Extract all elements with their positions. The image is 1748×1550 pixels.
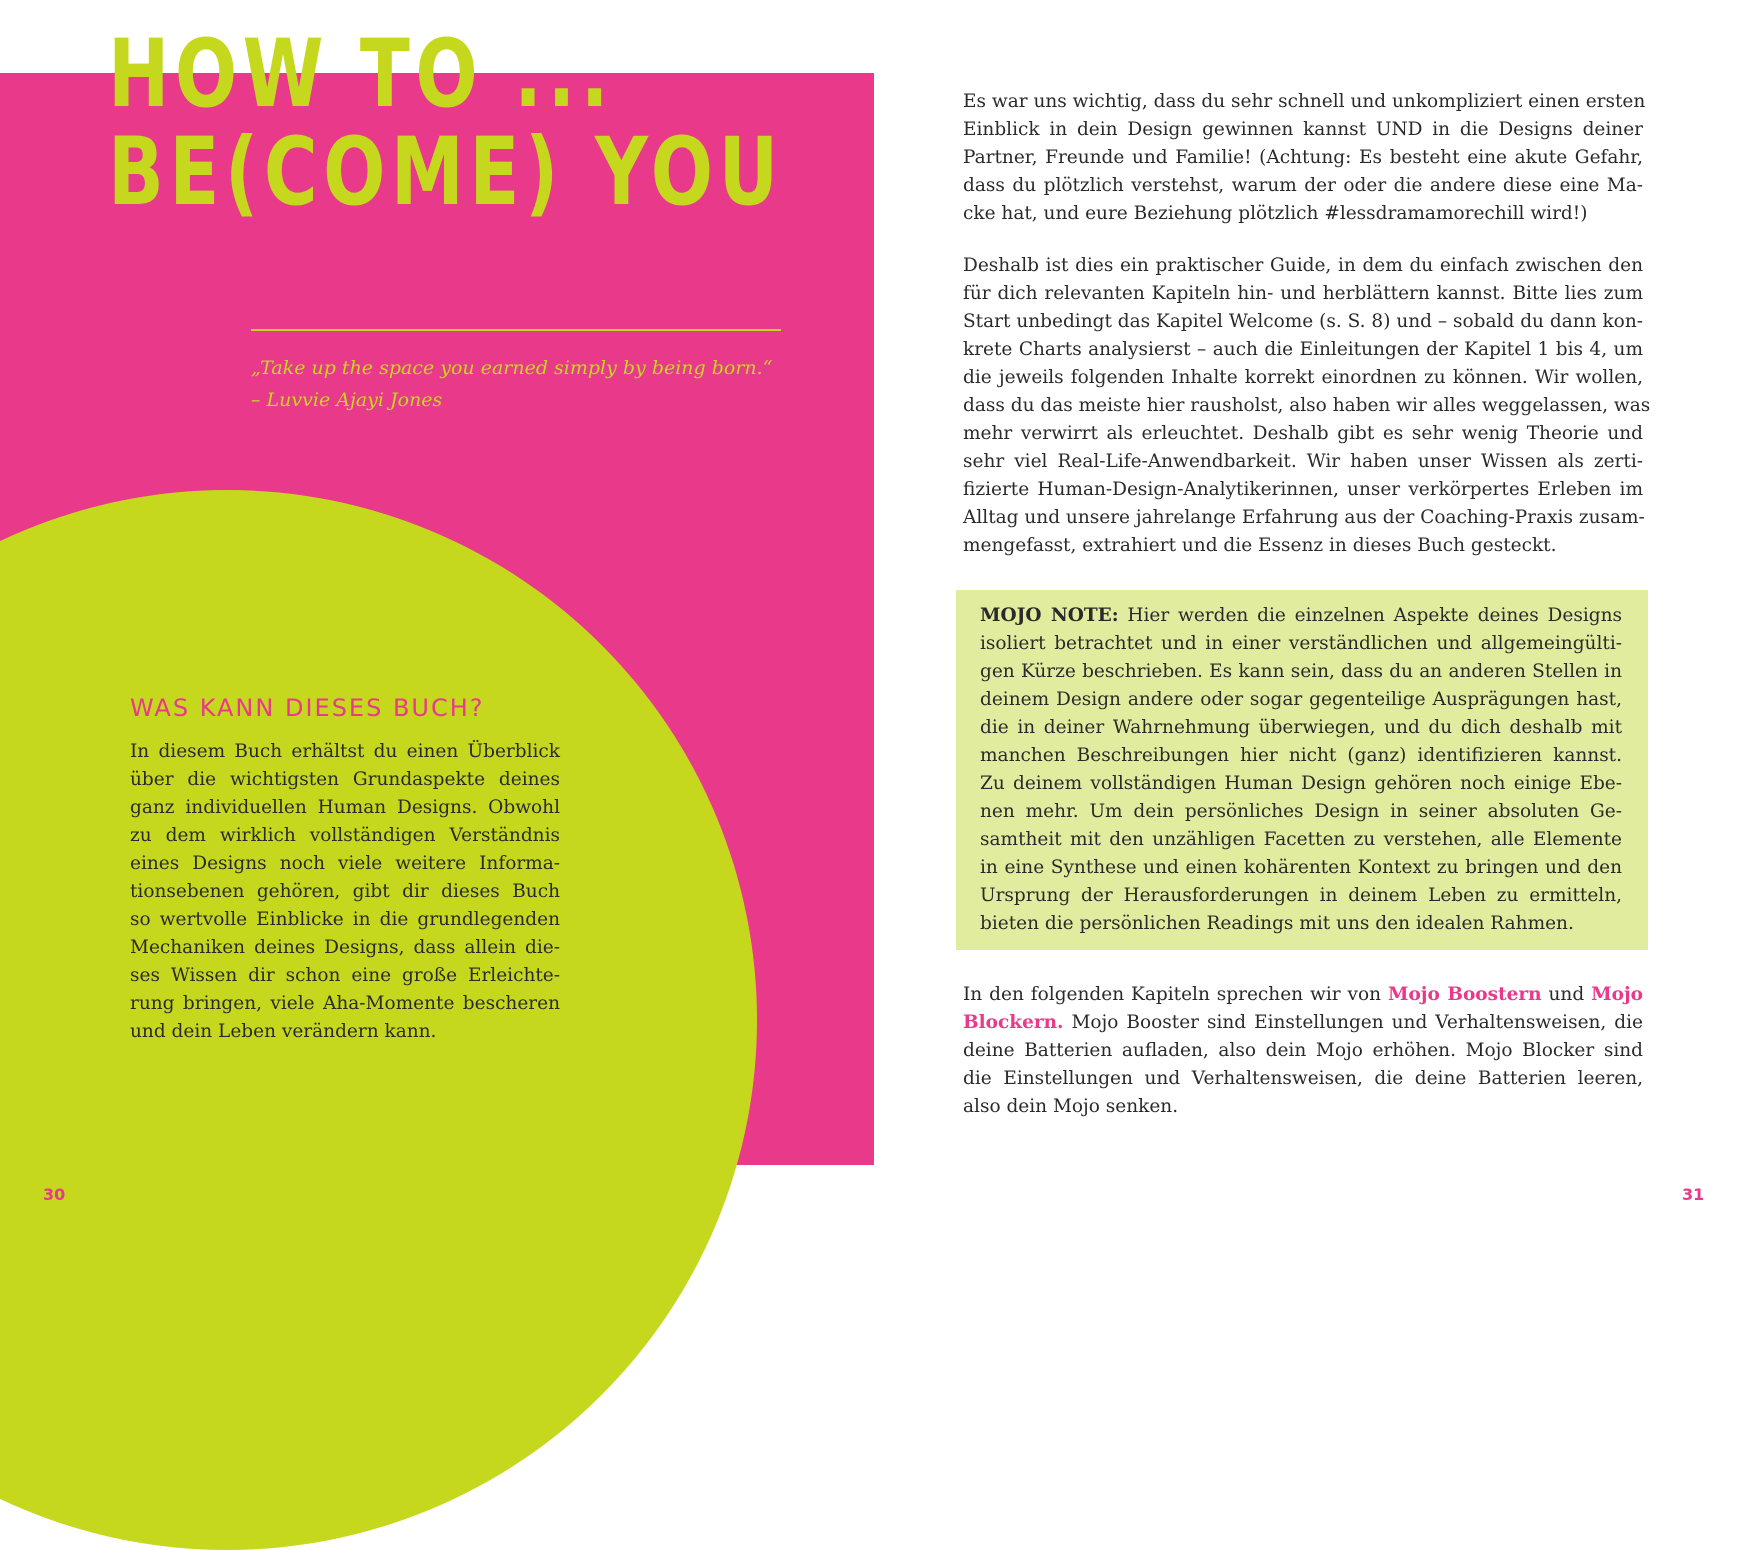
paragraph-line: Deshalb ist dies ein praktischer Guide, in dem du einfach zwischen den	[963, 255, 1643, 276]
paragraph-line: die jeweils folgenden Inhalte korrekt einordnen zu können. Wir wollen,	[963, 367, 1643, 388]
paragraph-line: fizierte Human-Design-Analytikerinnen, unser verkörpertes Erleben im	[963, 479, 1643, 500]
title-line-2: BE(COME) YOU	[108, 118, 784, 227]
paragraph-mojo-terms	[963, 981, 1643, 1121]
mojo-note-line: deinem Design andere oder sogar gegenteilige Ausprägungen hast,	[980, 689, 1622, 710]
paragraph-line: für dich relevanten Kapiteln hin- und herblättern kannst. Bitte lies zum	[963, 283, 1643, 304]
body-line: ganz individuellen Human Designs. Obwohl	[130, 797, 560, 818]
paragraph-line: krete Charts analysierst – auch die Einleitungen der Kapitel 1 bis 4, um	[963, 339, 1643, 360]
paragraph-intro	[963, 88, 1646, 228]
term-mojo-boostern: Mojo Boostern	[1387, 984, 1542, 1005]
page-number-right: 31	[1682, 1185, 1705, 1204]
body-line: so wertvolle Einblicke in die grundlegenden	[130, 909, 560, 930]
paragraph-line: also dein Mojo senken.	[963, 1096, 1179, 1117]
body-line: zu dem wirklich vollständigen Verständnis	[130, 825, 560, 846]
quote-author: – Luvvie Ajayi Jones	[251, 389, 443, 411]
quote-text: „Take up the space you earned simply by being born.“	[251, 357, 773, 379]
mojo-note-line: in eine Synthese und einen kohärenten Kontext zu bringen und den	[980, 857, 1622, 878]
body-line: Mechaniken deines Designs, dass allein die-	[130, 937, 560, 958]
body-line: rung bringen, viele Aha-Momente bescheren	[130, 993, 560, 1014]
body-line: ses Wissen dir schon eine große Erleichte-	[130, 965, 560, 986]
mojo-note-line: Ursprung der Herausforderungen in deinem Leben zu ermitteln,	[980, 885, 1622, 906]
section-heading: WAS KANN DIESES BUCH?	[130, 694, 485, 722]
paragraph-line: Start unbedingt das Kapitel Welcome (s. S. 8) und – sobald du dann kon-	[963, 311, 1643, 332]
body-line: eines Designs noch viele weitere Informa-	[130, 853, 560, 874]
body-line: tionsebenen gehören, gibt dir dieses Buch	[130, 881, 560, 902]
paragraph-line: cke hat, und eure Beziehung plötzlich #lessdramamorechill wird!)	[963, 203, 1588, 224]
paragraph-line	[963, 981, 1643, 1009]
paragraph-line: dass du das meiste hier rausholst, also haben wir alles weggelassen, was	[963, 395, 1651, 416]
left-body-text	[130, 738, 560, 1046]
mojo-note-line: nen mehr. Um dein persönliches Design in seiner absoluten Ge-	[980, 801, 1622, 822]
body-line: In diesem Buch erhältst du einen Überblick	[130, 741, 560, 762]
paragraph-line: mengefasst, extrahiert und die Essenz in dieses Buch gesteckt.	[963, 535, 1557, 556]
text-run: und	[1541, 984, 1592, 1005]
title-line-1: HOW TO ...	[108, 20, 615, 129]
body-line: über die wichtigsten Grundaspekte deines	[130, 769, 560, 790]
text-run: Mojo Booster sind Einstellungen und Verhaltensweisen, die	[1063, 1012, 1643, 1033]
mojo-note-line: gen Kürze beschrieben. Es kann sein, dass du an anderen Stellen in	[980, 661, 1622, 682]
body-line: und dein Leben verändern kann.	[130, 1021, 437, 1042]
mojo-note-line: manchen Beschreibungen hier nicht (ganz) identifizieren kannst.	[980, 745, 1622, 766]
paragraph-line: dass du plötzlich verstehst, warum der oder die andere diese eine Ma-	[963, 175, 1643, 196]
mojo-note-line: isoliert betrachtet und in einer verständlichen und allgemeingülti-	[980, 633, 1622, 654]
mojo-note-line: samtheit mit den unzähligen Facetten zu verstehen, alle Elemente	[980, 829, 1622, 850]
mojo-note-first-line	[980, 602, 1622, 630]
paragraph-line	[963, 1009, 1643, 1037]
term-blockern: Blockern.	[963, 1012, 1064, 1033]
paragraph-line: sehr viel Real-Life-Anwendbarkeit. Wir haben unser Wissen als zerti-	[963, 451, 1643, 472]
quote-divider	[251, 329, 781, 331]
mojo-note-label: MOJO NOTE:	[980, 605, 1119, 626]
mojo-note-line: Zu deinem vollständigen Human Design gehören noch einige Ebe-	[980, 773, 1622, 794]
paragraph-line: Es war uns wichtig, dass du sehr schnell und unkompliziert einen ersten	[963, 91, 1646, 112]
paragraph-line: mehr verwirrt als erleuchtet. Deshalb gibt es sehr wenig Theorie und	[963, 423, 1643, 444]
paragraph-line: deine Batterien aufladen, also dein Mojo erhöhen. Mojo Blocker sind	[963, 1040, 1643, 1061]
paragraph-line: Alltag und unsere jahrelange Erfahrung aus der Coaching-Praxis zusam-	[963, 507, 1645, 528]
paragraph-guide	[963, 252, 1651, 560]
term-mojo: Mojo	[1591, 984, 1643, 1005]
text-run: In den folgenden Kapiteln sprechen wir von	[963, 984, 1388, 1005]
mojo-note-first-line-rest: Hier werden die einzelnen Aspekte deines Designs	[1118, 605, 1623, 626]
epigraph-quote	[251, 352, 811, 416]
paragraph-line: die Einstellungen und Verhaltensweisen, die deine Batterien leeren,	[963, 1068, 1643, 1089]
mojo-note-line: die in deiner Wahrnehmung überwiegen, und du dich deshalb mit	[980, 717, 1622, 738]
paragraph-line: Partner, Freunde und Familie! (Achtung: Es besteht eine akute Gefahr,	[963, 147, 1643, 168]
mojo-note-line: bieten die persönlichen Readings mit uns den idealen Rahmen.	[980, 913, 1574, 934]
paragraph-line: Einblick in dein Design gewinnen kannst UND in die Designs deiner	[963, 119, 1643, 140]
page-title	[108, 20, 784, 227]
mojo-note-text	[980, 602, 1622, 938]
page-number-left: 30	[43, 1185, 66, 1204]
